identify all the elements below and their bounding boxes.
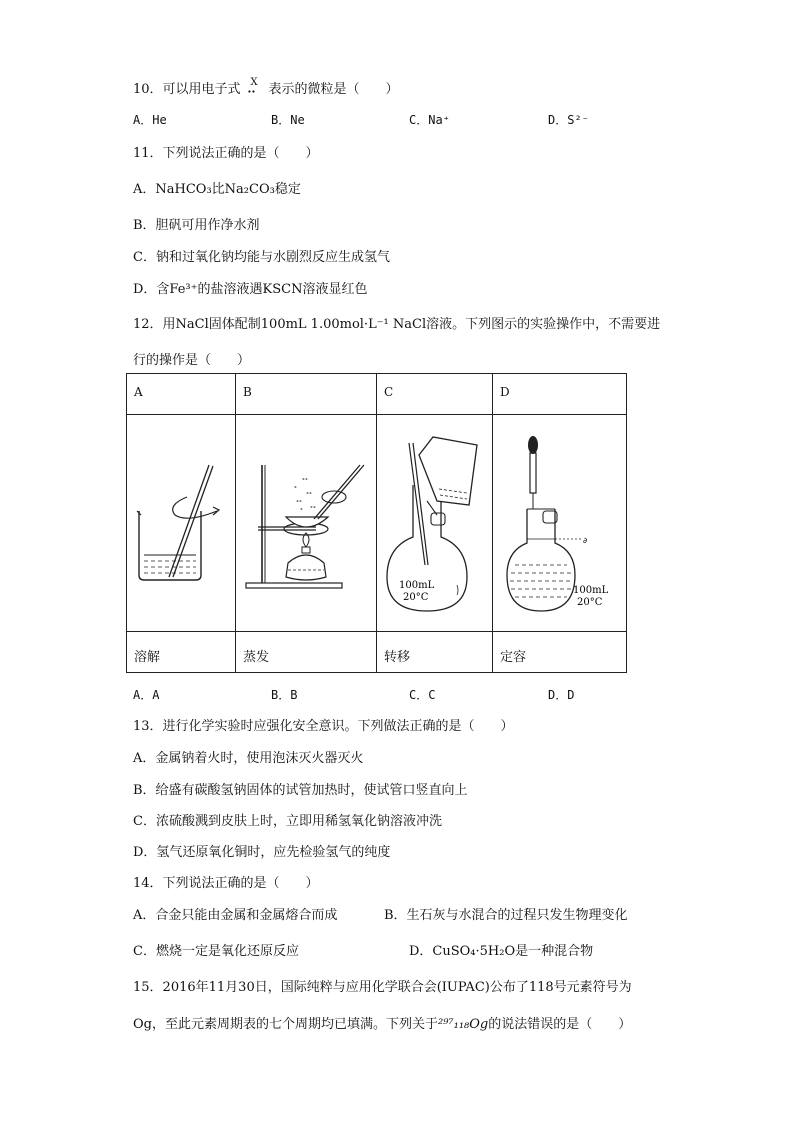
- q11-option-c: C．钠和过氧化钠均能与水剧烈反应生成氢气: [133, 250, 390, 265]
- q13-option-d: D．氢气还原氧化铜时，应先检验氢气的纯度: [133, 845, 391, 860]
- q13-option-a: A．金属钠着火时，使用泡沫灭火器灭火: [133, 751, 364, 766]
- evaporating-dish-icon: [236, 415, 376, 631]
- q10-option-a: A．He: [133, 113, 167, 127]
- q15-line2-part2: 的说法错误的是（ ）: [488, 1017, 632, 1032]
- svg-text:∂: ∂: [583, 536, 588, 545]
- q15-line2-part1: Og，至此元素周期表的七个周期均已填满。下列关于: [133, 1017, 438, 1032]
- q11-stem: 11．下列说法正确的是（ ）: [133, 146, 319, 161]
- q11-option-d: D．含Fe³⁺的盐溶液遇KSCN溶液显红色: [133, 282, 368, 297]
- q10-stem: [133, 78, 399, 97]
- transfer-figure: [377, 415, 493, 632]
- q15-nuclide: ²⁹⁷₁₁₈Og: [437, 1017, 489, 1032]
- flask-d-volume-label: 100mL: [573, 585, 609, 596]
- q10-prefix: 10．可以用电子式: [133, 82, 241, 97]
- label-evaporate: 蒸发: [236, 632, 377, 673]
- electron-formula-icon: X ∙∙: [247, 76, 258, 96]
- q14-option-b: B．生石灰与水混合的过程只发生物理变化: [384, 908, 628, 923]
- q10-option-c: C．Na⁺: [409, 113, 450, 127]
- q14-stem: 14．下列说法正确的是（ ）: [133, 876, 319, 891]
- q14-option-d: D．CuSO₄·5H₂O是一种混合物: [409, 944, 594, 959]
- label-dissolve: 溶解: [127, 632, 236, 673]
- define-volume-figure: [493, 415, 627, 632]
- q13-option-b: B．给盛有碳酸氢钠固体的试管加热时，使试管口竖直向上: [133, 783, 468, 798]
- flask-c-volume-label: 100mL: [399, 580, 435, 591]
- q13-stem: 13．进行化学实验时应强化安全意识。下列做法正确的是（ ）: [133, 719, 514, 734]
- header-d: D: [493, 374, 627, 415]
- svg-text:∘∘: ∘∘: [296, 498, 302, 505]
- q14-option-a: A．合金只能由金属和金属熔合而成: [133, 908, 338, 923]
- volumetric-flask-dropper-icon: [493, 415, 626, 631]
- q15-line2: [133, 1013, 631, 1032]
- volumetric-flask-pour-icon: [377, 415, 492, 631]
- header-b: B: [236, 374, 377, 415]
- q10-suffix: 表示的微粒是（ ）: [268, 82, 399, 97]
- q10-option-b: B．Ne: [271, 113, 305, 127]
- q12-option-b: B．B: [271, 688, 298, 702]
- svg-text:∘: ∘: [300, 506, 303, 513]
- flask-c-temp-label: 20°C: [403, 592, 429, 603]
- label-define-volume: 定容: [493, 632, 627, 673]
- q12-option-c: C．C: [409, 688, 436, 702]
- q12-option-d: D．D: [548, 688, 575, 702]
- q15-line1: 15．2016年11月30日，国际纯粹与应用化学联合会(IUPAC)公布了118号元素符号为: [133, 980, 632, 995]
- header-c: C: [377, 374, 493, 415]
- electron-formula-symbol: X: [250, 76, 258, 88]
- beaker-stirring-icon: [127, 415, 235, 631]
- svg-text:∘∘: ∘∘: [310, 504, 316, 511]
- evaporate-figure: [236, 415, 377, 632]
- svg-text:∘∘: ∘∘: [306, 490, 312, 497]
- header-a: A: [127, 374, 236, 415]
- label-transfer: 转移: [377, 632, 493, 673]
- experiment-table: [126, 373, 627, 673]
- q10-option-d: D．S²⁻: [548, 113, 589, 127]
- q12-stem-line1: 12．用NaCl固体配制100mL 1.00mol·L⁻¹ NaCl溶液。下列图示的实验操作中，不需要进: [133, 317, 661, 332]
- q14-option-c: C．燃烧一定是氧化还原反应: [133, 944, 299, 959]
- flask-d-temp-label: 20°C: [577, 597, 603, 608]
- svg-text:∘: ∘: [294, 484, 297, 491]
- q12-option-a: A．A: [133, 688, 160, 702]
- q12-stem-line2: 行的操作是（ ）: [133, 353, 251, 368]
- q13-option-c: C．浓硫酸溅到皮肤上时，立即用稀氢氧化钠溶液冲洗: [133, 814, 442, 829]
- q11-option-a: A．NaHCO₃比Na₂CO₃稳定: [133, 182, 301, 197]
- dissolve-figure: [127, 415, 236, 632]
- q11-option-b: B．胆矾可用作净水剂: [133, 218, 260, 233]
- svg-text:∘∘: ∘∘: [302, 476, 308, 483]
